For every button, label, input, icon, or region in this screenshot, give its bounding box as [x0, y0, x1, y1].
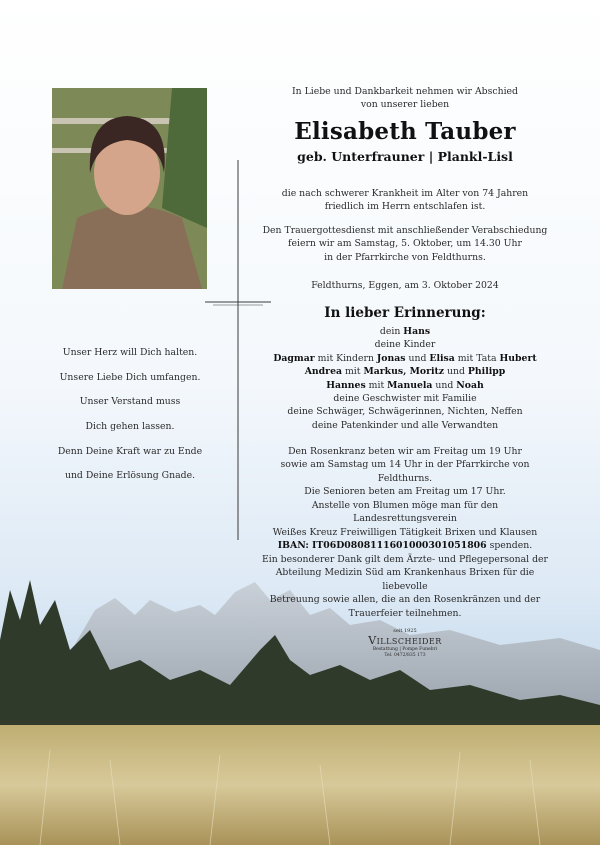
- logo-phone: Tel. 0472/835 173: [384, 653, 426, 658]
- family-name: Dagmar: [273, 352, 315, 364]
- rosary-line: Die Senioren beten am Freitag um 17 Uhr.: [304, 486, 506, 498]
- family-name: Elisa: [429, 352, 455, 364]
- family-text: mit: [365, 379, 388, 391]
- maiden-name: geb. Unterfrauner | Plankl-Lisl: [297, 149, 513, 164]
- logo-subtitle: Bestattung | Pompe Funebri: [372, 647, 438, 652]
- family-line: [260, 379, 550, 392]
- death-line: friedlich im Herrn entschlafen ist.: [324, 201, 486, 213]
- thanks-line: Betreuung sowie allen, die an den Rosenkränzen und der: [269, 594, 541, 606]
- family-name: Jonas: [376, 352, 406, 364]
- verse-line: Denn Deine Kraft war zu Ende: [57, 445, 203, 457]
- thanks-line: Ein besonderer Dank gilt dem Ärzte- und Pflegepersonal der: [261, 554, 548, 565]
- memorial-verse: [55, 336, 205, 493]
- logo-brand: Villscheider: [368, 634, 442, 647]
- rosary-info: [260, 445, 550, 499]
- intro-line: von unserer lieben: [360, 99, 450, 111]
- donation-line: Weißes Kreuz Freiwilligen Tätigkeit Brixen und Klausen: [272, 526, 538, 538]
- funeral-home-logo: [360, 628, 450, 659]
- family-name: Noah: [456, 379, 484, 391]
- family-name: Hannes: [326, 379, 366, 391]
- donation-text: spenden.: [486, 540, 533, 552]
- family-text: mit Tata: [454, 352, 500, 364]
- verse-line: Unser Verstand muss: [79, 396, 181, 408]
- family-name: Markus, Moritz: [363, 366, 445, 378]
- service-line: feiern wir am Samstag, 5. Oktober, um 14.30 Uhr: [288, 238, 522, 250]
- death-line: die nach schwerer Krankheit im Alter von 74 Jahren: [281, 188, 529, 199]
- family-name: Hubert: [499, 352, 537, 364]
- family-text: mit: [342, 366, 364, 378]
- donation-line: [260, 539, 550, 552]
- family-text: mit Kindern: [314, 352, 377, 364]
- family-name: Andrea: [304, 366, 343, 378]
- family-line: [260, 352, 550, 365]
- family-name: Manuela: [387, 379, 433, 391]
- portrait-photo: [52, 88, 207, 289]
- thanks-line: Abteilung Medizin Süd am Krankenhaus Brixen für die liebevolle: [275, 567, 535, 592]
- donation-line: Anstelle von Blumen möge man für den Landesrettungsverein: [311, 500, 499, 525]
- rosary-line: Den Rosenkranz beten wir am Freitag um 19 Uhr: [288, 446, 522, 457]
- logo-since: seit 1925: [393, 628, 417, 634]
- intro-line: In Liebe und Dankbarkeit nehmen wir Abschied: [291, 86, 519, 97]
- funeral-service: [260, 224, 550, 264]
- family-line: deine Schwäger, Schwägerinnen, Nichten, Neffen: [287, 406, 523, 418]
- family-list: [260, 325, 550, 432]
- verse-line: und Deine Erlösung Gnade.: [64, 470, 196, 482]
- thanks-line: Trauerfeier teilnehmen.: [348, 607, 462, 619]
- iban: IBAN: IT06D0808111601000301051806: [277, 540, 487, 552]
- memory-heading: In lieber Erinnerung:: [324, 305, 486, 321]
- intro-text: [260, 85, 550, 112]
- verse-line: Unsere Liebe Dich umfangen.: [59, 371, 201, 383]
- service-line: in der Pfarrkirche von Feldthurns.: [324, 251, 486, 263]
- family-name: Hans: [403, 326, 431, 337]
- family-line: [260, 325, 550, 338]
- family-name: Philipp: [467, 366, 506, 378]
- family-text: und: [444, 366, 468, 378]
- family-line: deine Patenkinder und alle Verwandten: [311, 419, 499, 431]
- family-text: dein: [379, 326, 401, 337]
- verse-line: Dich gehen lassen.: [85, 421, 175, 433]
- rosary-line: sowie am Samstag um 14 Uhr in der Pfarrkirche von Feldthurns.: [280, 459, 530, 484]
- place-date: Feldthurns, Eggen, am 3. Oktober 2024: [311, 280, 499, 291]
- family-line: deine Kinder: [374, 339, 436, 351]
- family-text: und: [405, 352, 430, 364]
- death-notice: [260, 187, 550, 214]
- family-line: deine Geschwister mit Familie: [333, 393, 477, 405]
- donation-info: [260, 499, 550, 553]
- thanks-text: [260, 553, 550, 620]
- deceased-name: Elisabeth Tauber: [294, 118, 516, 145]
- verse-line: Unser Herz will Dich halten.: [62, 347, 198, 359]
- family-text: und: [432, 379, 457, 391]
- family-line: [260, 365, 550, 378]
- service-line: Den Trauergottesdienst mit anschließender Verabschiedung: [262, 225, 548, 236]
